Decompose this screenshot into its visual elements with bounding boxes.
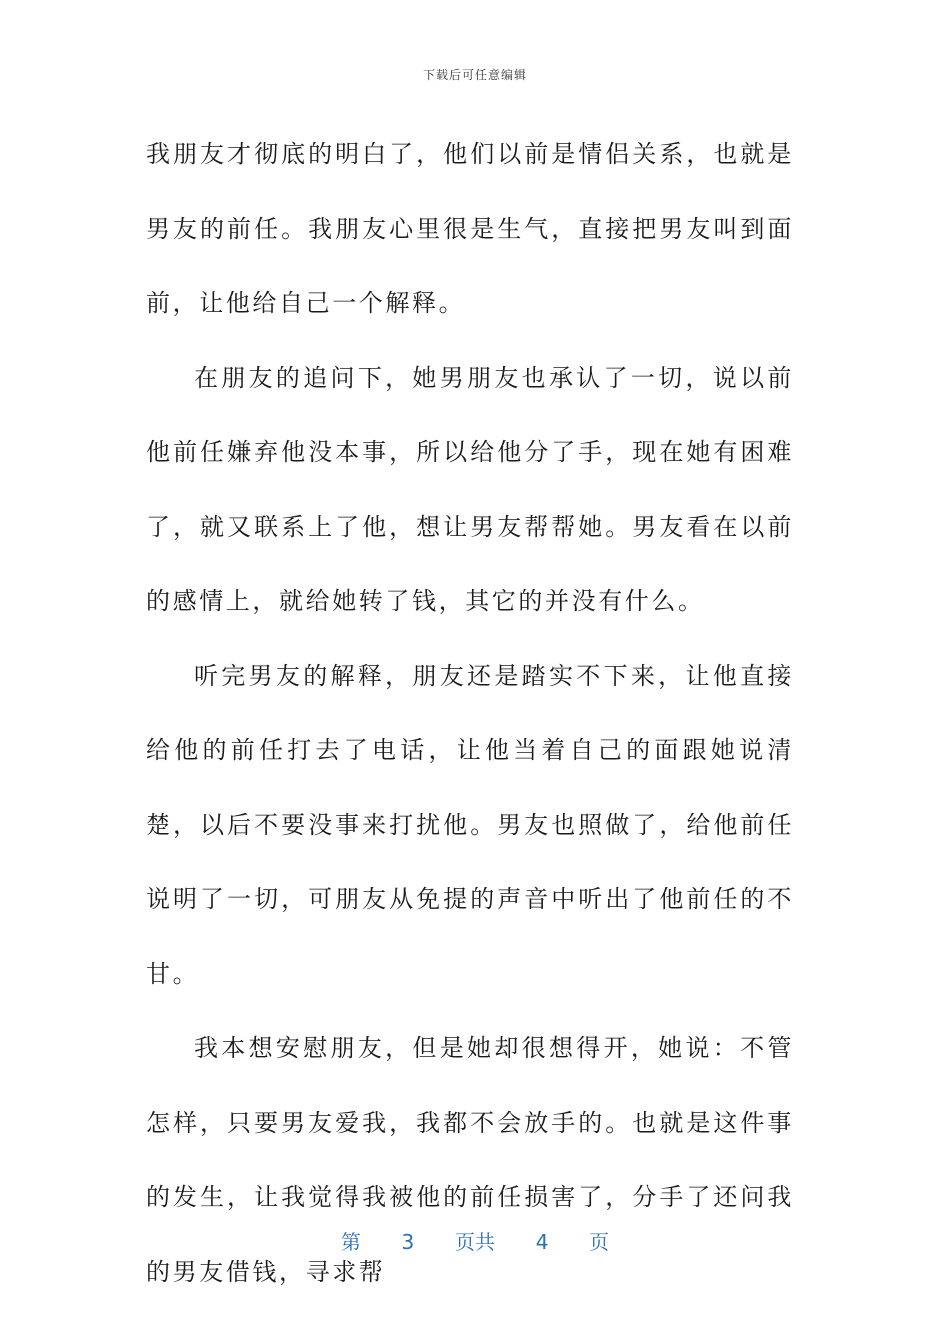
footer-middle: 页共 <box>455 1230 495 1254</box>
page-number-footer <box>0 1226 950 1255</box>
paragraph: 在朋友的追问下，她男朋友也承认了一切，说以前他前任嫌弃他没本事，所以给他分了手，现在她有困难了，就又联系上了他，想让男友帮帮她。男友看在以前的感情上，就给她转了钱，其它的并没有什么。 <box>146 363 794 615</box>
header-note: 下载后可任意编辑 <box>422 68 527 82</box>
footer-suffix: 页 <box>589 1230 610 1254</box>
paragraph: 我朋友才彻底的明白了，他们以前是情侣关系，也就是男友的前任。我朋友心里很是生气，直接把男友叫到面前，让他给自己一个解释。 <box>146 140 794 317</box>
document-body <box>146 117 794 1309</box>
paragraph: 我本想安慰朋友，但是她却很想得开，她说：不管怎样，只要男友爱我，我都不会放手的。也就是这件事的发生，让我觉得我被他的前任损害了，分手了还问我的男友借钱，寻求帮 <box>146 1034 794 1286</box>
total-pages-number: 4 <box>535 1230 549 1254</box>
paragraph: 听完男友的解释，朋友还是踏实不下来，让他直接给他的前任打去了电话，让他当着自己的面跟她说清楚，以后不要没事来打扰他。男友也照做了，给他前任说明了一切，可朋友从免提的声音中听出了他前任的不甘。 <box>146 661 794 988</box>
footer-prefix: 第 <box>340 1230 361 1254</box>
current-page-number: 3 <box>401 1230 415 1254</box>
